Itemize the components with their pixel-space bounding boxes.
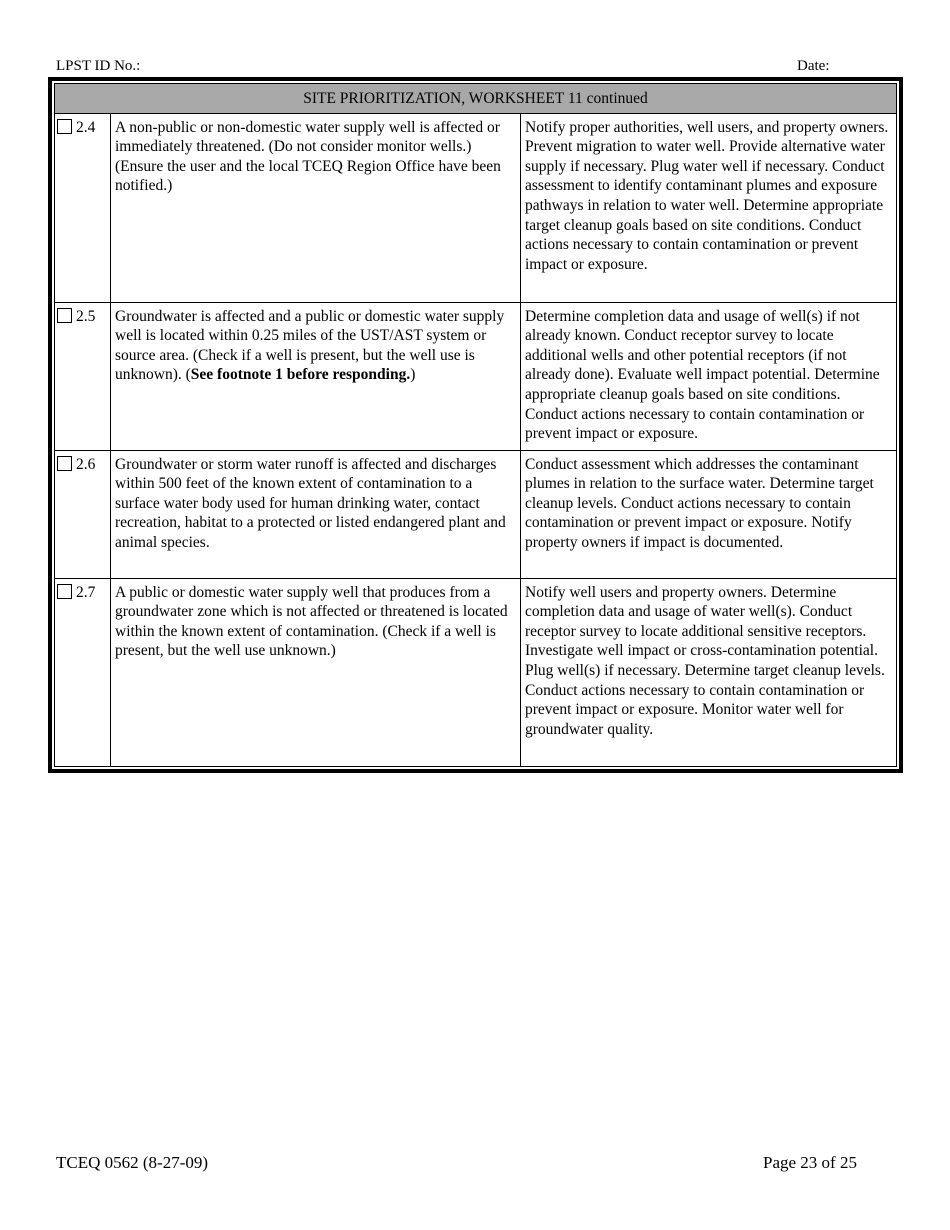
table-row — [55, 302, 897, 450]
form-id: TCEQ 0562 (8-27-09) — [56, 1153, 209, 1172]
table-title: SITE PRIORITIZATION, WORKSHEET 11 continued — [55, 84, 897, 114]
page-number: Page 23 of 25 — [763, 1153, 857, 1172]
date-label: Date: — [797, 58, 830, 74]
table-row — [55, 113, 897, 302]
row-number: 2.7 — [76, 583, 96, 601]
row-number-cell — [55, 302, 111, 450]
condition-cell: A public or domestic water supply well that produces from a groundwater zone which is not affected or threatened is located within the known extent of contamination. (Check if a well is present, but the well use unknown.) — [111, 578, 521, 766]
row-number-cell — [55, 113, 111, 302]
row-checkbox[interactable] — [57, 119, 72, 134]
action-cell: Conduct assessment which addresses the contaminant plumes in relation to the surface water. Determine target cleanup levels. Conduct actions necessary to contain contamination or prevent impact or exposure. Notify property owners if impact is documented. — [521, 450, 897, 578]
action-cell: Notify well users and property owners. Determine completion data and usage of water well(s). Conduct receptor survey to locate additional sensitive receptors. Investigate well impact or cross-contamination potential. Plug well(s) if necessary. Determine target cleanup levels. Conduct actions necessary to contain contamination or prevent impact or exposure. Monitor water well for groundwater quality. — [521, 578, 897, 766]
row-number-cell — [55, 450, 111, 578]
condition-cell: A non-public or non-domestic water supply well is affected or immediately threatened. (Do not consider monitor wells.) (Ensure the user and the local TCEQ Region Office have been notified.) — [111, 113, 521, 302]
worksheet-table-frame — [48, 77, 903, 773]
row-number: 2.5 — [76, 307, 96, 325]
table-row — [55, 450, 897, 578]
row-checkbox[interactable] — [57, 456, 72, 471]
lpst-id-label: LPST ID No.: — [56, 58, 141, 74]
footnote-reference: See footnote 1 before responding. — [190, 366, 411, 384]
worksheet-table — [54, 83, 897, 767]
condition-cell: Groundwater or storm water runoff is affected and discharges within 500 feet of the known extent of contamination to a surface water body used for human drinking water, contact recreation, habitat to a protected or listed endangered plant and animal species. — [111, 450, 521, 578]
row-number: 2.4 — [76, 118, 96, 136]
table-row — [55, 578, 897, 766]
row-number-cell — [55, 578, 111, 766]
condition-text: Groundwater is affected and a public or domestic water supply well is located within 0.25 miles of the UST/AST system or source area. (Check if a well is present, but the well use is unknown). ( — [115, 307, 505, 384]
table-title-row — [55, 84, 897, 114]
action-cell: Determine completion data and usage of well(s) if not already known. Conduct receptor survey to locate additional wells and other potential receptors (if not already done). Evaluate well impact potential. Determine appropriate cleanup goals based on site conditions. Conduct actions necessary to contain contamination or prevent impact or exposure. — [521, 302, 897, 450]
row-number: 2.6 — [76, 455, 96, 473]
condition-cell — [111, 302, 521, 450]
action-cell: Notify proper authorities, well users, and property owners. Prevent migration to water well. Provide alternative water supply if necessary. Plug water well if necessary. Conduct assessment to identify contaminant plumes and exposure pathways in relation to water well. Determine appropriate target cleanup goals based on site conditions. Conduct actions necessary to contain contamination or prevent impact or exposure. — [521, 113, 897, 302]
condition-text-end: ) — [410, 366, 416, 384]
row-checkbox[interactable] — [57, 308, 72, 323]
row-checkbox[interactable] — [57, 584, 72, 599]
